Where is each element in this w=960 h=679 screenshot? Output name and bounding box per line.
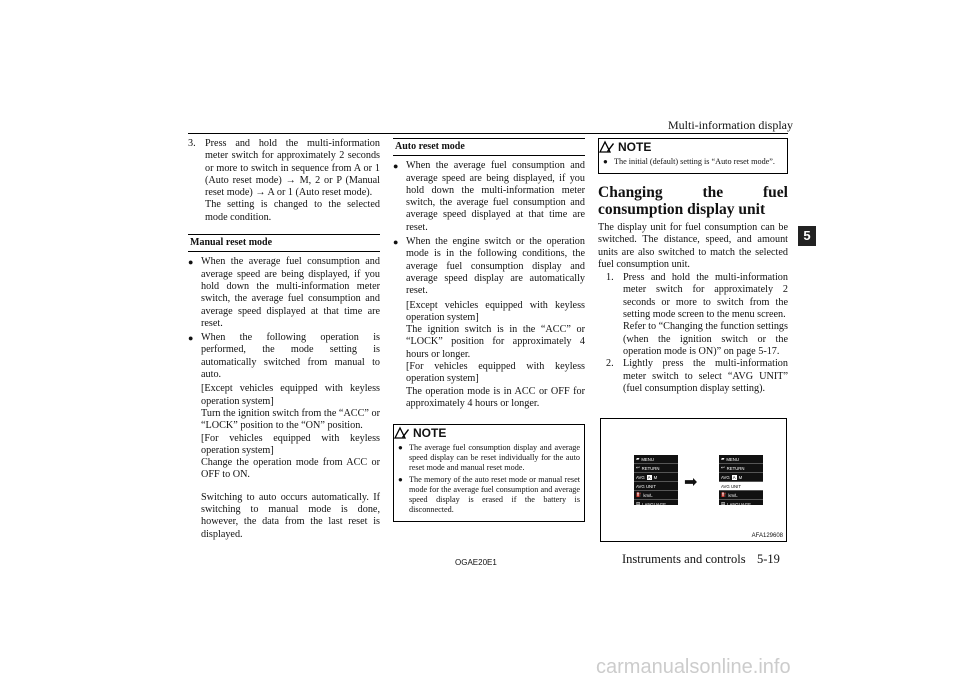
section-heading-fuel-unit: Changing the fuel consumption display unit	[598, 184, 788, 218]
paragraph: Switching to auto occurs automatically. If switching to manual mode is done, however, the data from the last reset is displayed.	[201, 491, 380, 540]
note-icon	[599, 140, 615, 154]
display-figure	[600, 418, 787, 542]
note-box	[598, 138, 788, 174]
step-text: Press and hold the multi-information meter switch for approximately 2 seconds or more to switch from the setting mode screen to the menu screen.	[623, 272, 788, 321]
avg-row: AVG A M	[719, 473, 763, 482]
step-2	[598, 358, 788, 395]
column-2	[393, 138, 585, 522]
return-row: ↩ RETURN	[634, 464, 678, 473]
intro-paragraph: The display unit for fuel consumption can be switched. The distance, speed, and amount units are also switched to match the selected fuel consumption unit.	[598, 222, 788, 270]
step-text: Refer to “Changing the function settings (when the ignition switch or the operation mode is ON)” on page 5-17.	[623, 321, 788, 357]
bullet-icon: ●	[188, 333, 194, 344]
unit-row: ⛽ km/L	[719, 491, 763, 500]
sub-text: The ignition switch is in the “ACC” or “LOCK” position for approximately 4 hours or longer.	[406, 324, 585, 360]
avg-unit-row-selected: AVG UNIT	[719, 482, 763, 491]
bullet-icon: ●	[393, 237, 399, 248]
note-icon	[394, 426, 410, 440]
sub-text: Change the operation mode from ACC or OFF to ON.	[201, 457, 380, 481]
section-tab: 5	[798, 226, 816, 246]
fuel-icon: ⛽	[721, 492, 727, 497]
sub-text: [Except vehicles equipped with keyless operation system]	[406, 299, 585, 323]
sub-text: The operation mode is in ACC or OFF for approximately 4 hours or longer.	[406, 385, 585, 409]
sub-text: Turn the ignition switch from the “ACC” or “LOCK” position to the “ON” position.	[201, 407, 380, 432]
language-icon: ▤	[721, 501, 726, 506]
bullet-icon: ●	[398, 443, 403, 453]
bullet-item: ● When the following operation is performed, the mode setting is automatically switched from manual to auto.	[188, 332, 380, 381]
footer-section-title: Instruments and controls	[622, 552, 746, 566]
fuel-icon: ⛽	[636, 492, 642, 497]
language-row: ▤ LANGUAGE	[636, 501, 666, 507]
bullet-item: ● When the average fuel consumption and average speed are being displayed, if you hold down the multi-information meter switch, the average fuel consumption and average speed displayed at that time are reset.	[393, 160, 585, 233]
note-title: NOTE	[394, 426, 580, 440]
return-icon: ↩	[636, 465, 640, 470]
step-text: Press and hold the multi-information meter switch for approximately 2 seconds or more to switch in sequence from A or 1 (Auto reset mode) → M, 2 or P (Manual reset mode) → A or 1 (Auto reset mode).	[205, 138, 380, 199]
sub-text: [For vehicles equipped with keyless operation system]	[201, 432, 380, 456]
arrow-icon: ➡	[684, 474, 698, 491]
note-title: NOTE	[599, 140, 783, 154]
bullet-icon: ●	[393, 161, 399, 172]
step-number: 1.	[606, 272, 614, 284]
step-text: The setting is changed to the selected mode condition.	[205, 199, 380, 223]
bullet-icon: ●	[188, 257, 194, 268]
note-box	[393, 424, 585, 522]
step-number: 3.	[188, 138, 196, 149]
step-1	[598, 272, 788, 358]
bullet-icon: ●	[398, 475, 403, 485]
car-icon: ▰	[636, 456, 640, 461]
car-icon: ▰	[721, 456, 725, 461]
display-screen-after	[719, 455, 763, 505]
unit-row: ⛽ km/L	[634, 491, 678, 500]
step-text: Lightly press the multi-information meter switch to select “AVG UNIT” (fuel consumption display setting).	[623, 358, 788, 394]
section-heading-auto-reset: Auto reset mode	[393, 138, 585, 156]
bullet-item: ● When the average fuel consumption and average speed are being displayed, if you hold down the multi-information meter switch, the average fuel consumption and average speed displayed at that time are reset.	[188, 256, 380, 329]
page-number: 5-19	[757, 552, 780, 566]
step-3	[188, 138, 380, 224]
sub-text: [Except vehicles equipped with keyless operation system]	[201, 383, 380, 407]
menu-row: ▰ MENU	[719, 455, 763, 464]
return-row: ↩ RETURN	[719, 464, 763, 473]
running-header: Multi-information display	[668, 118, 793, 132]
note-bullet: ● The average fuel consumption display and average speed display can be reset individually for the auto reset mode and manual reset mode.	[398, 443, 580, 473]
language-row: ▤ LANGUAGE	[721, 501, 751, 507]
avg-row: AVG A M	[634, 473, 678, 482]
document-code: OGAE20E1	[455, 558, 497, 567]
watermark: carmanualsonline.info	[596, 656, 791, 678]
return-icon: ↩	[721, 465, 725, 470]
menu-row: ▰ MENU	[634, 455, 678, 464]
section-heading-manual-reset: Manual reset mode	[188, 234, 380, 252]
display-screen-before	[634, 455, 678, 505]
bullet-icon: ●	[603, 157, 608, 166]
avg-unit-row: AVG UNIT	[634, 482, 678, 491]
sub-text: [For vehicles equipped with keyless operation system]	[406, 361, 585, 385]
column-3	[598, 138, 788, 399]
note-bullet: ● The initial (default) setting is “Auto reset mode”.	[603, 157, 775, 166]
header-rule	[188, 133, 788, 134]
bullet-item: ● When the engine switch or the operation mode is in the following conditions, the average fuel consumption display and average speed display are automatically reset.	[393, 236, 585, 297]
column-1	[188, 138, 380, 541]
figure-code: AFA129608	[751, 533, 783, 539]
step-number: 2.	[606, 358, 614, 370]
note-bullet: ● The memory of the auto reset mode or manual reset mode for the average fuel consumption and average speed display is erased if the battery is disconnected.	[398, 475, 580, 515]
language-icon: ▤	[636, 501, 641, 506]
